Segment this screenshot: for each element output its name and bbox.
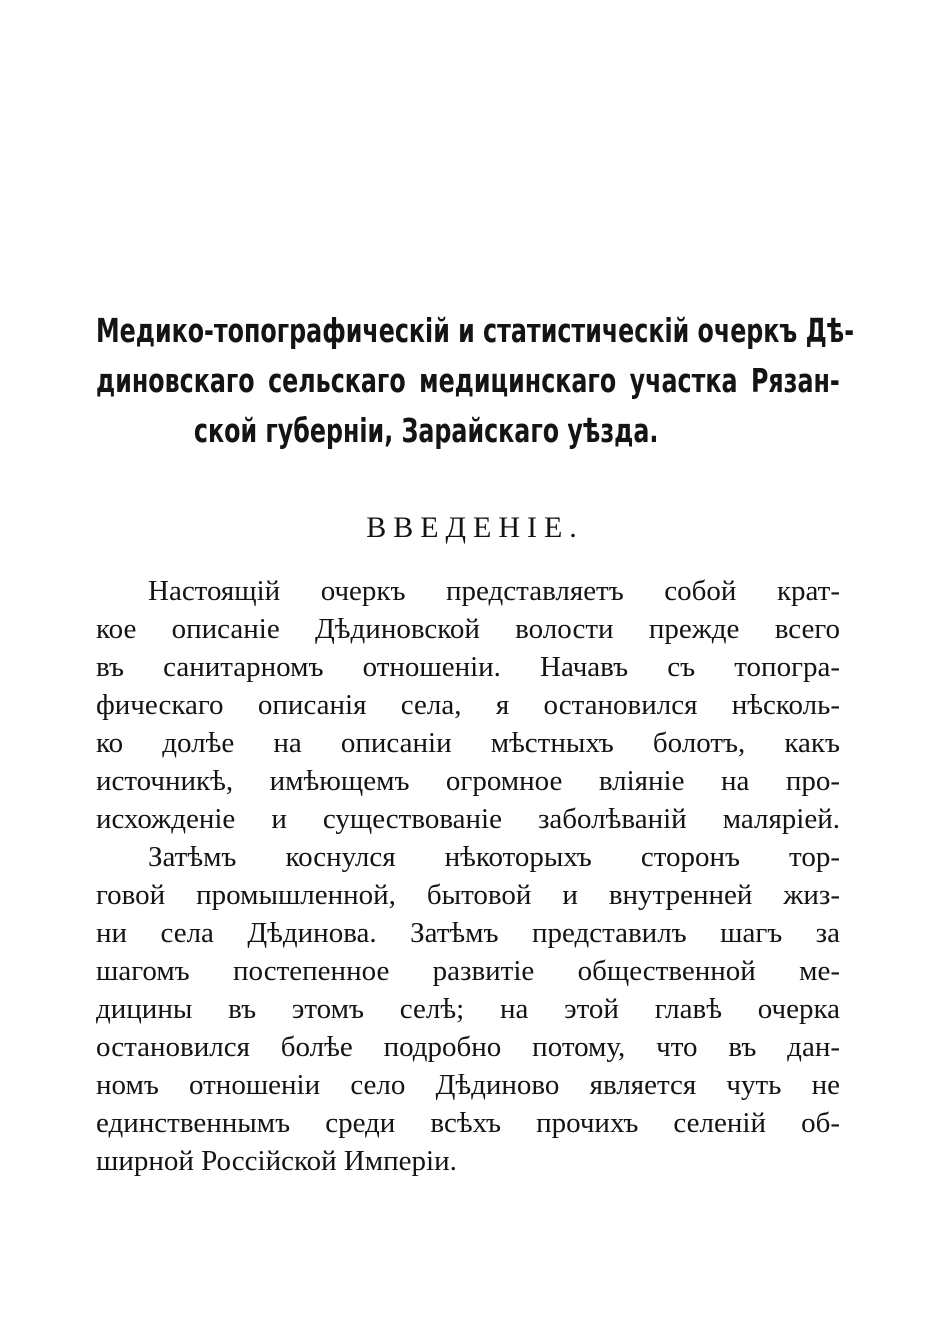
- document-title: [96, 306, 855, 456]
- text-line: единственнымъ среди всѣхъ прочихъ селеній об-: [96, 1107, 840, 1139]
- text-line: ни села Дѣдинова. Затѣмъ представилъ шагъ за: [96, 917, 840, 949]
- text-line: кое описаніе Дѣдиновской волости прежде всего: [96, 613, 840, 645]
- title-line-1: Медико-топографическій и статистическій очеркъ Дѣ-: [96, 311, 855, 350]
- section-heading: ВВЕДЕНІЕ.: [366, 511, 584, 544]
- text-line: источникѣ, имѣющемъ огромное вліяніе на про-: [96, 765, 840, 797]
- text-line: номъ отношеніи село Дѣдиново является чуть не: [96, 1069, 840, 1101]
- text-line: исхожденіе и существованіе заболѣваній маляріей.: [96, 803, 840, 835]
- body-text: [96, 572, 840, 1180]
- text-line: Настоящій очеркъ представляетъ собой крат-: [148, 575, 840, 607]
- text-line: говой промышленной, бытовой и внутренней жиз-: [96, 879, 840, 911]
- text-line: Затѣмъ коснулся нѣкоторыхъ сторонъ тор-: [148, 841, 840, 873]
- text-line: шагомъ постепенное развитіе общественной ме-: [96, 955, 840, 987]
- text-line: фическаго описанія села, я остановился нѣсколь-: [96, 689, 840, 721]
- text-line: ко долѣе на описаніи мѣстныхъ болотъ, какъ: [96, 727, 840, 759]
- title-line-3: ской губерніи, Зарайскаго уѣзда.: [193, 411, 659, 450]
- text-line: въ санитарномъ отношеніи. Начавъ съ топогра-: [96, 651, 840, 683]
- text-line: ширной Россійской Имперіи.: [96, 1145, 457, 1177]
- text-line: дицины въ этомъ селѣ; на этой главѣ очерка: [96, 993, 840, 1025]
- text-line: остановился болѣе подробно потому, что въ дан-: [96, 1031, 840, 1063]
- title-line-2: диновскаго сельскаго медицинскаго участка Рязан-: [96, 361, 840, 400]
